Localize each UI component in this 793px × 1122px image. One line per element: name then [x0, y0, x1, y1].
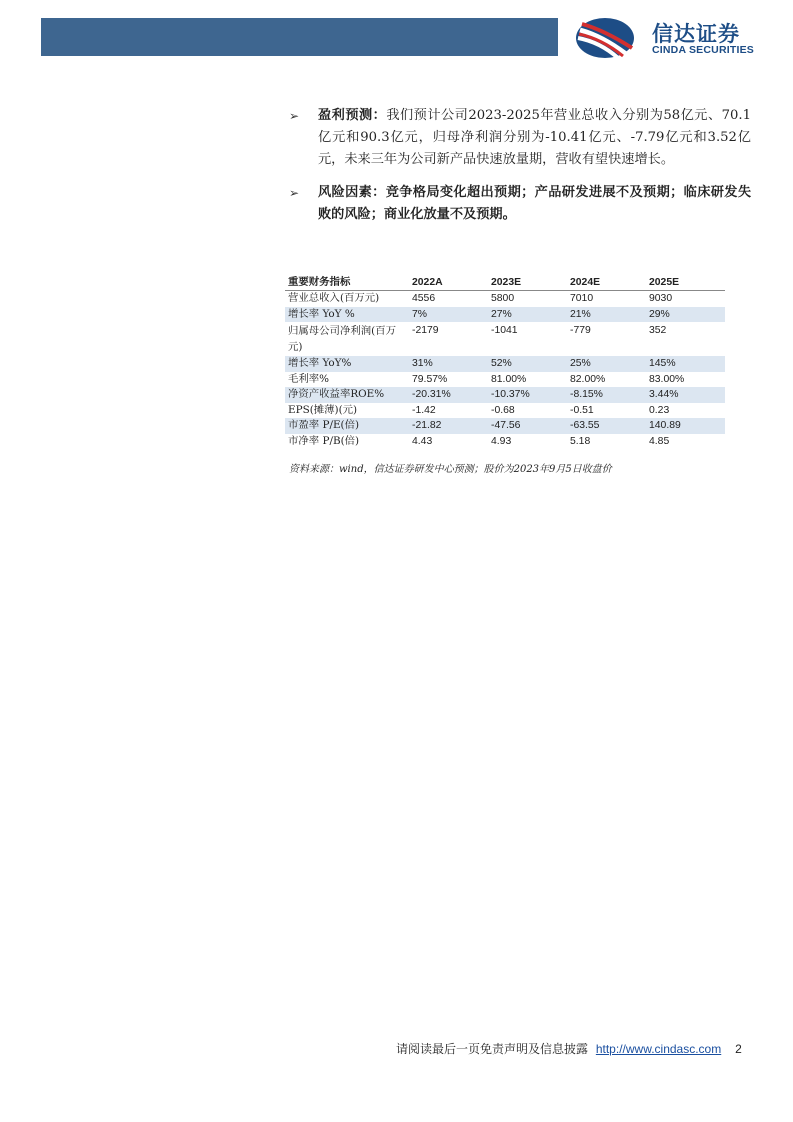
- row-label: 营业总收入(百万元): [288, 292, 380, 305]
- table-header-cell: 重要财务指标: [285, 274, 409, 291]
- table-row: [285, 307, 725, 323]
- row-label: 毛利率%: [288, 372, 330, 385]
- table-cell: -1.42: [412, 404, 436, 416]
- table-cell: 25%: [567, 356, 646, 372]
- table-source-note: 资料来源：wind，信达证券研发中心预测；股价为2023年9月5日收盘价: [289, 464, 612, 475]
- table-cell: 4.85: [649, 435, 670, 447]
- header-bar: [41, 18, 558, 56]
- bullet-arrow-icon: ➢: [289, 109, 300, 123]
- table-cell: 29%: [646, 307, 725, 323]
- table-cell: 82.00%: [570, 373, 606, 385]
- table-cell: -0.51: [570, 404, 594, 416]
- table-cell: 7%: [409, 307, 488, 323]
- table-row: [285, 418, 725, 434]
- table-cell: 4.93: [491, 435, 512, 447]
- table-header-cell: 2024E: [567, 274, 646, 291]
- table-header-cell: 2023E: [488, 274, 567, 291]
- table-row: [285, 434, 725, 450]
- page-number: 2: [735, 1042, 742, 1056]
- bullet-body: 竞争格局变化超出预期；产品研发进展不及预期；临床研发失败的风险；商业化放量不及预期。: [318, 185, 752, 222]
- cinda-logo-icon: [574, 16, 636, 60]
- page-footer: [396, 1040, 742, 1057]
- bullet-body: 我们预计公司2023-2025年营业总收入分别为58亿元、70.1亿元和90.3亿元，归母净利润分别为-10.41亿元、-7.79亿元和3.52亿元，未来三年为公司新产品快速放量期，营收有望快速增长。: [318, 108, 751, 167]
- table-cell: -779: [570, 325, 591, 336]
- logo-chinese-name: 信达证券: [652, 22, 740, 46]
- table-cell: 140.89: [646, 418, 725, 434]
- table-cell: 145%: [646, 356, 725, 372]
- table-cell: -2179: [412, 325, 439, 336]
- row-label: 市盈率 P/E(倍): [285, 418, 409, 434]
- row-label: EPS(摊薄)(元): [288, 403, 358, 416]
- table-cell: -21.82: [409, 418, 488, 434]
- risk-factors-bullet: [289, 182, 751, 226]
- table-cell: 81.00%: [491, 373, 527, 385]
- disclaimer-note: 请阅读最后一页免责声明及信息披露: [396, 1042, 589, 1056]
- table-row: [285, 372, 725, 388]
- table-header-cell: 2022A: [409, 274, 488, 291]
- table-cell: 4.43: [412, 435, 433, 447]
- row-label: 增长率 YoY%: [285, 356, 409, 372]
- table-cell: -8.15%: [567, 387, 646, 403]
- table-header-row: [285, 274, 725, 291]
- bullet-arrow-icon: ➢: [289, 186, 300, 200]
- table-row: [285, 291, 725, 307]
- table-cell: -10.37%: [488, 387, 567, 403]
- table-cell: 21%: [567, 307, 646, 323]
- table-cell: 79.57%: [412, 373, 448, 385]
- logo-english-name: CINDA SECURITIES: [652, 44, 754, 56]
- table-row: [285, 403, 725, 419]
- key-financial-indicators-table: [285, 274, 725, 449]
- website-link[interactable]: http://www.cindasc.com: [595, 1042, 722, 1056]
- row-label: 市净率 P/B(倍): [288, 434, 360, 447]
- table-cell: 3.44%: [646, 387, 725, 403]
- table-cell: 83.00%: [649, 373, 685, 385]
- table-cell: 52%: [488, 356, 567, 372]
- table-cell: 352: [649, 325, 667, 336]
- table-cell: 4556: [412, 293, 436, 305]
- cinda-logo: [574, 16, 774, 60]
- row-label: 净资产收益率ROE%: [285, 387, 409, 403]
- row-label: 增长率 YoY %: [285, 307, 409, 323]
- table-cell: -1041: [491, 325, 518, 336]
- row-label: 归属母公司净利润(百万元): [288, 325, 396, 353]
- bullet-title: 盈利预测：: [318, 108, 387, 123]
- table-cell: -20.31%: [409, 387, 488, 403]
- table-cell: 0.23: [649, 404, 670, 416]
- table-cell: -63.55: [567, 418, 646, 434]
- table-row: [285, 356, 725, 372]
- table-cell: -0.68: [491, 404, 515, 416]
- table-cell: 5800: [491, 293, 515, 305]
- table-row: [285, 322, 725, 356]
- table-cell: 31%: [409, 356, 488, 372]
- table-row: [285, 387, 725, 403]
- table-cell: 9030: [649, 293, 673, 305]
- table-cell: 7010: [570, 293, 594, 305]
- bullet-title: 风险因素：: [318, 185, 386, 200]
- table-cell: 5.18: [570, 435, 591, 447]
- table-cell: -47.56: [488, 418, 567, 434]
- table-cell: 27%: [488, 307, 567, 323]
- table-header-cell: 2025E: [646, 274, 725, 291]
- profit-forecast-bullet: [289, 105, 751, 171]
